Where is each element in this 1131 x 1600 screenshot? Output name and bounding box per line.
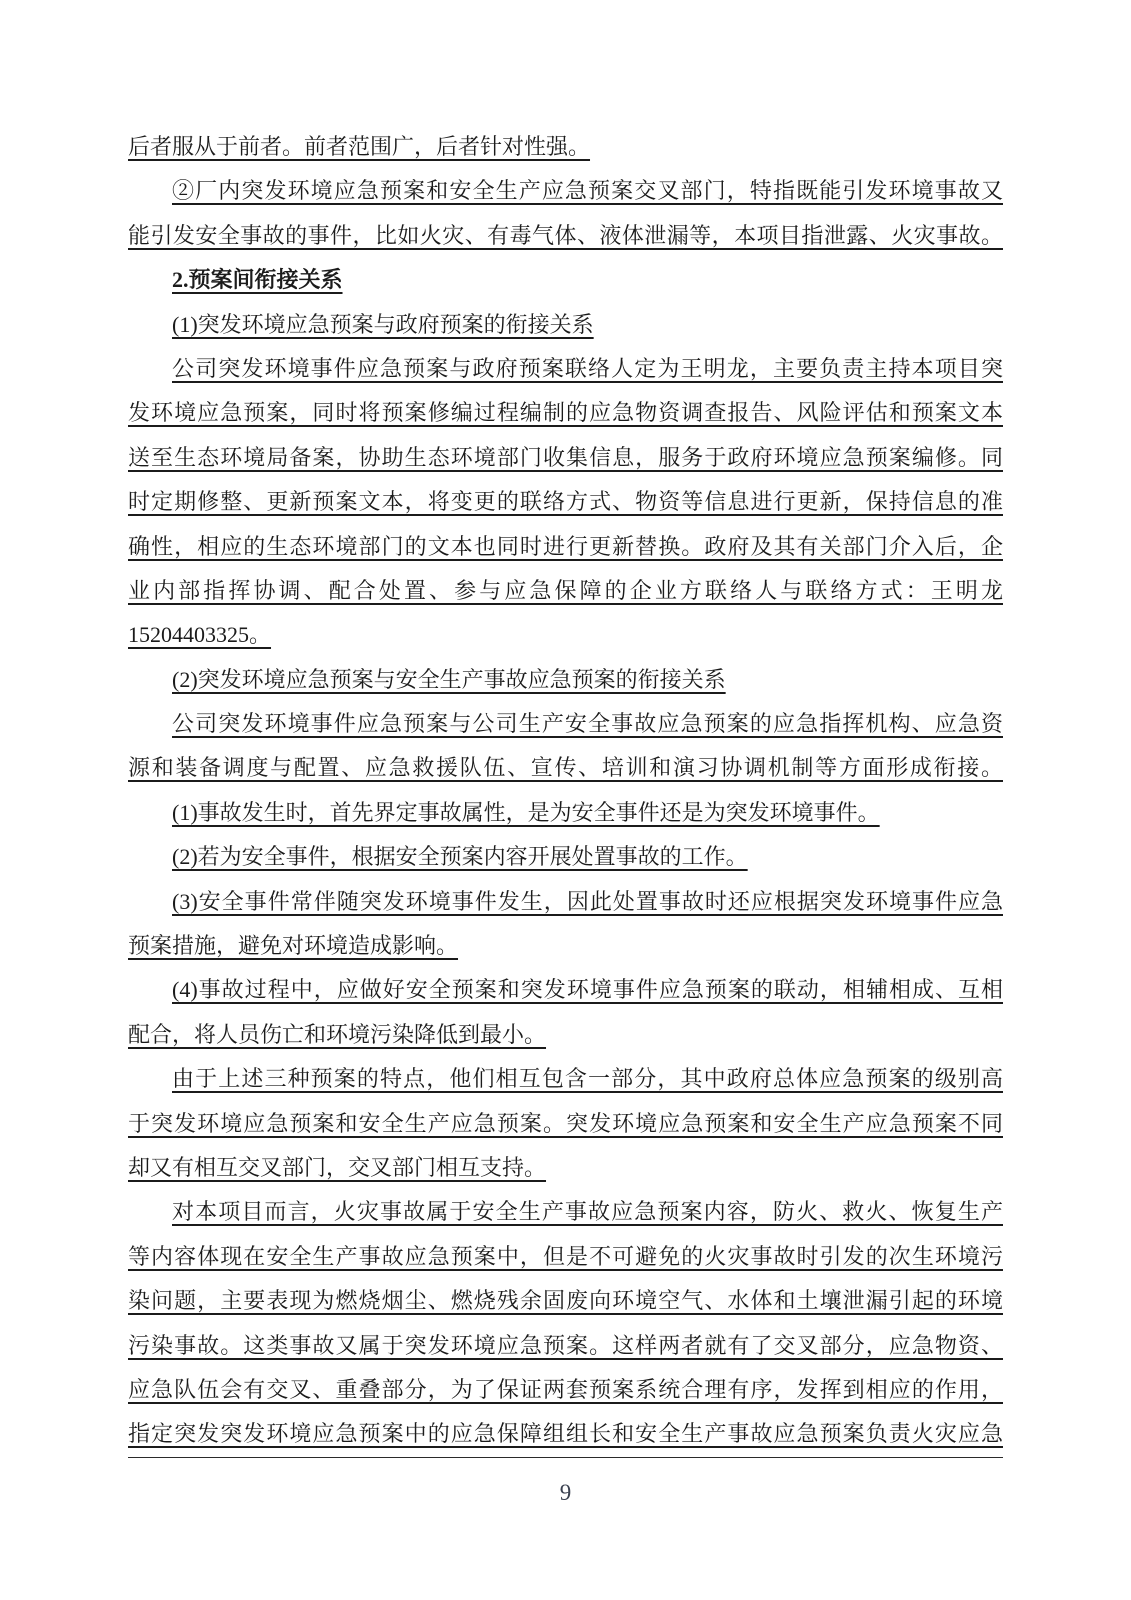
- text-line: 确性，相应的生态环境部门的文本也同时进行更新替换。政府及其有关部门介入后，企: [128, 533, 1003, 559]
- text-line: 对本项目而言，火灾事故属于安全生产事故应急预案内容，防火、救火、恢复生产: [172, 1199, 1003, 1225]
- text-line: 送至生态环境局备案，协助生态环境部门收集信息，服务于政府环境应急预案编修。同: [128, 444, 1003, 470]
- text-line: 发环境应急预案，同时将预案修编过程编制的应急物资调查报告、风险评估和预案文本: [128, 400, 1003, 426]
- text-line: 能引发安全事故的事件，比如火灾、有毒气体、液体泄漏等，本项目指泄露、火灾事故。: [128, 222, 1003, 248]
- text-line: 配合，将人员伤亡和环境污染降低到最小。: [128, 1021, 547, 1047]
- text-line: 于突发环境应急预案和安全生产应急预案。突发环境应急预案和安全生产应急预案不同: [128, 1110, 1003, 1136]
- text-line: (2)若为安全事件，根据安全预案内容开展处置事故的工作。: [172, 844, 748, 870]
- page-footer: [0, 1478, 1131, 1508]
- text-line: 后者服从于前者。前者范围广，后者针对性强。: [128, 134, 591, 159]
- text-line: 15204403325。: [128, 622, 272, 648]
- document-body: [128, 125, 1003, 1458]
- text-line: (1)事故发生时，首先界定事故属性，是为安全事件还是为突发环境事件。: [172, 799, 880, 825]
- text-line: 公司突发环境事件应急预案与政府预案联络人定为王明龙，主要负责主持本项目突: [172, 355, 1003, 381]
- section-heading: 2.预案间衔接关系: [172, 267, 343, 293]
- text-line: 污染事故。这类事故又属于突发环境应急预案。这样两者就有了交叉部分，应急物资、: [128, 1332, 1003, 1358]
- text-line: (3)安全事件常伴随突发环境事件发生，因此处置事故时还应根据突发环境事件应急: [172, 888, 1003, 914]
- text-line: 等内容体现在安全生产事故应急预案中，但是不可避免的火灾事故时引发的次生环境污: [128, 1243, 1003, 1269]
- text-line: 时定期修整、更新预案文本，将变更的联络方式、物资等信息进行更新，保持信息的准: [128, 489, 1003, 515]
- text-line: 公司突发环境事件应急预案与公司生产安全事故应急预案的应急指挥机构、应急资: [172, 711, 1003, 737]
- text-line: 却又有相互交叉部门，交叉部门相互支持。: [128, 1154, 547, 1180]
- text-line: 业内部指挥协调、配合处置、参与应急保障的企业方联络人与联络方式：王明龙: [128, 577, 1003, 603]
- text-line: 由于上述三种预案的特点，他们相互包含一部分，其中政府总体应急预案的级别高: [172, 1066, 1003, 1092]
- text-line: 源和装备调度与配置、应急救援队伍、宣传、培训和演习协调机制等方面形成衔接。: [128, 755, 1003, 781]
- text-line: 预案措施，避免对环境造成影响。: [128, 933, 459, 959]
- text-line: ②厂内突发环境应急预案和安全生产应急预案交叉部门，特指既能引发环境事故又: [172, 178, 1003, 204]
- text-line: 应急队伍会有交叉、重叠部分，为了保证两套预案系统合理有序，发挥到相应的作用，: [128, 1376, 1003, 1402]
- text-line: (1)突发环境应急预案与政府预案的衔接关系: [172, 311, 594, 337]
- text-line: 染问题，主要表现为燃烧烟尘、燃烧残余固废向环境空气、水体和土壤泄漏引起的环境: [128, 1288, 1003, 1314]
- page-number: 9: [559, 1480, 572, 1505]
- text-line: (4)事故过程中，应做好安全预案和突发环境事件应急预案的联动，相辅相成、互相: [172, 977, 1003, 1003]
- text-line: (2)突发环境应急预案与安全生产事故应急预案的衔接关系: [172, 666, 726, 692]
- text-line: 指定突发突发环境应急预案中的应急保障组组长和安全生产事故应急预案负责火灾应急: [128, 1412, 1003, 1457]
